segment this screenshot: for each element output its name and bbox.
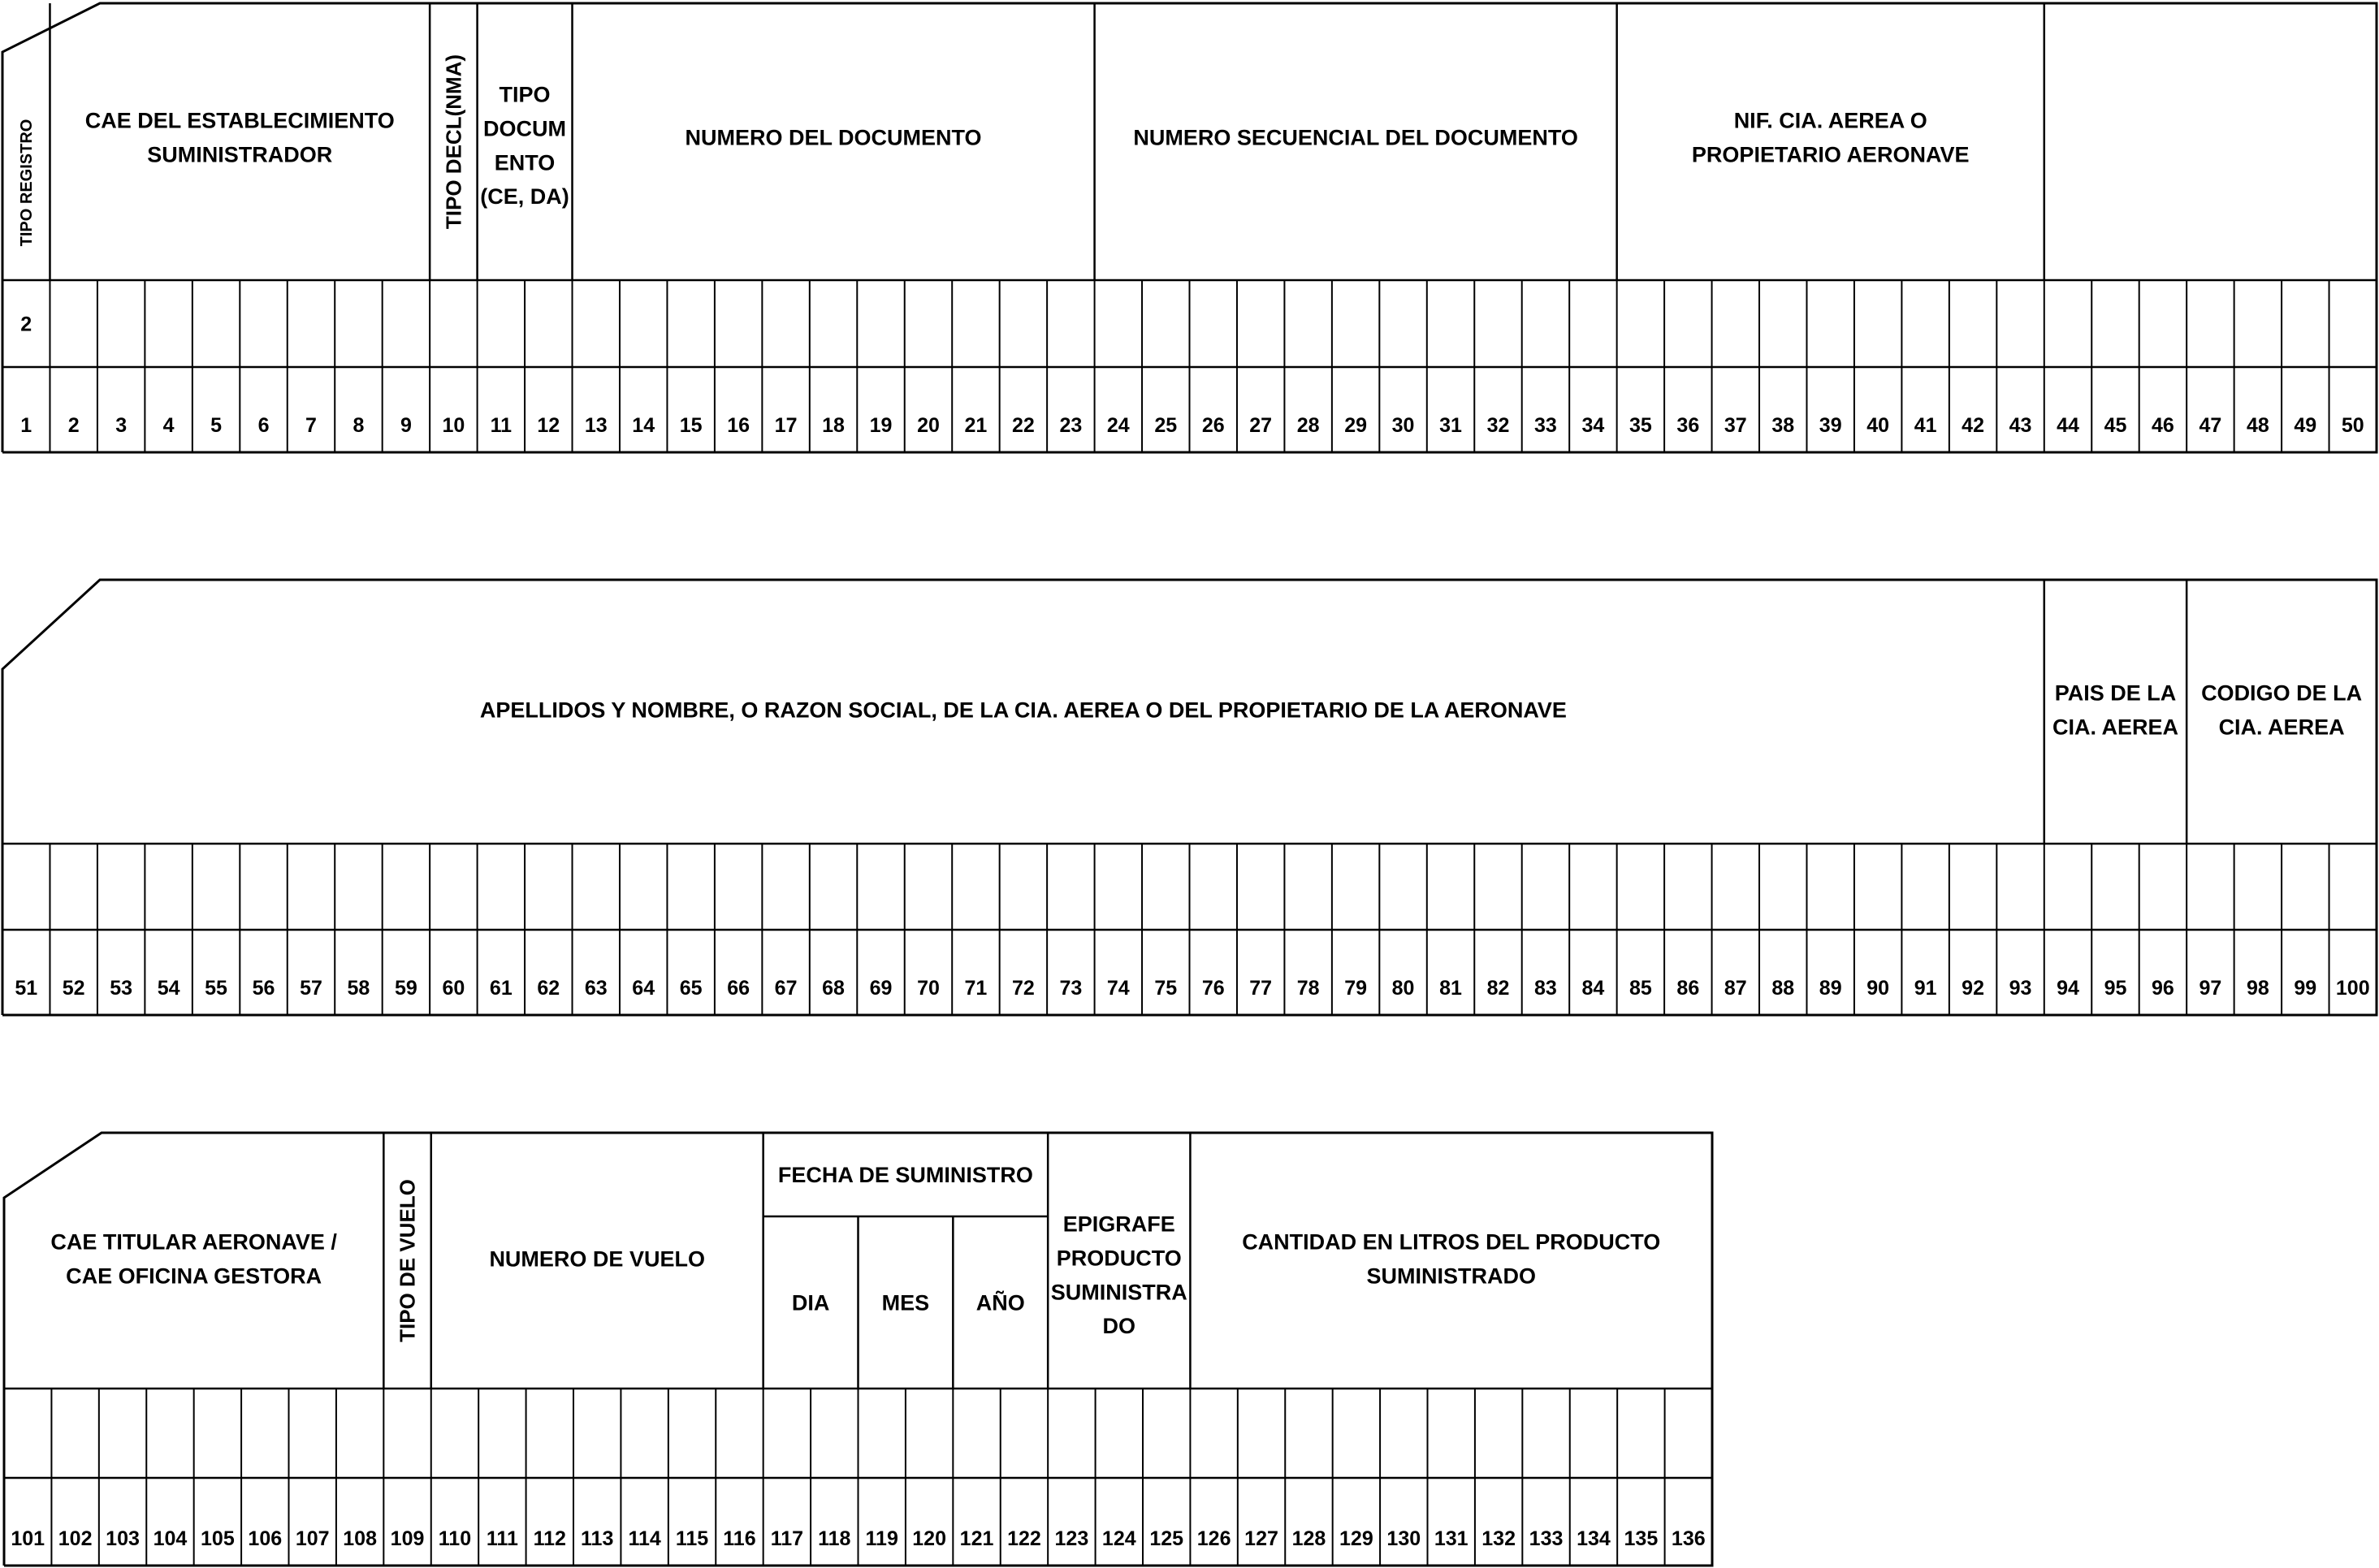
input-cell-99[interactable] xyxy=(2283,845,2327,928)
column-number: 119 xyxy=(865,1527,898,1550)
input-cell-82[interactable] xyxy=(1476,845,1520,928)
column-number: 50 xyxy=(2341,414,2364,437)
input-cell-16[interactable] xyxy=(716,282,760,365)
column-number: 30 xyxy=(1391,414,1415,437)
column-number: 62 xyxy=(537,977,560,1000)
input-cell-49[interactable] xyxy=(2283,282,2327,365)
column-number: 28 xyxy=(1296,414,1320,437)
input-cell-108[interactable] xyxy=(338,1390,382,1476)
input-cell-74[interactable] xyxy=(1097,845,1140,928)
input-cell-92[interactable] xyxy=(1951,845,1995,928)
input-cell-75[interactable] xyxy=(1144,845,1187,928)
column-number: 90 xyxy=(1866,977,1890,1000)
column-number: 49 xyxy=(2294,414,2317,437)
column-number: 124 xyxy=(1101,1527,1136,1550)
nif-cia-aerea-label: NIF. CIA. AEREA O PROPIETARIO AERONAVE xyxy=(1691,108,1970,167)
column-number: 38 xyxy=(1771,414,1795,437)
column-number: 133 xyxy=(1529,1527,1564,1550)
column-number: 79 xyxy=(1344,977,1368,1000)
column-number: 40 xyxy=(1866,414,1890,437)
column-number: 71 xyxy=(964,977,988,1000)
input-cell-8[interactable] xyxy=(336,282,380,365)
column-number: 112 xyxy=(533,1527,566,1550)
input-cell-95[interactable] xyxy=(2093,845,2137,928)
input-cell-17[interactable] xyxy=(763,282,807,365)
column-number: 86 xyxy=(1676,977,1700,1000)
cae-titular-label: CAE TITULAR AERONAVE / CAE OFICINA GESTORA xyxy=(50,1229,337,1289)
column-number: 6 xyxy=(257,414,270,437)
input-cell-62[interactable] xyxy=(526,845,570,928)
input-cell-47[interactable] xyxy=(2188,282,2232,365)
input-cell-65[interactable] xyxy=(668,845,712,928)
input-cell-89[interactable] xyxy=(1808,845,1852,928)
input-cell-69[interactable] xyxy=(859,845,902,928)
input-cell-25[interactable] xyxy=(1144,282,1187,365)
input-cell-3[interactable] xyxy=(99,282,143,365)
column-number: 41 xyxy=(1914,414,1937,437)
column-number: 20 xyxy=(917,414,940,437)
column-number: 26 xyxy=(1201,414,1225,437)
tipo-vuelo-label: TIPO DE VUELO xyxy=(395,1179,420,1342)
input-cell-55[interactable] xyxy=(194,845,238,928)
numero-vuelo-label: NUMERO DE VUELO xyxy=(489,1246,705,1272)
input-cell-13[interactable] xyxy=(574,282,618,365)
column-number: 35 xyxy=(1629,414,1652,437)
column-number: 47 xyxy=(2199,414,2222,437)
column-number: 43 xyxy=(2009,414,2032,437)
input-cell-60[interactable] xyxy=(431,845,475,928)
column-number: 74 xyxy=(1106,977,1130,1000)
cantidad-litros-label: CANTIDAD EN LITROS DEL PRODUCTO SUMINISTRADO xyxy=(1242,1229,1661,1289)
input-cell-29[interactable] xyxy=(1334,282,1378,365)
column-number: 16 xyxy=(727,414,750,437)
column-number: 21 xyxy=(964,414,988,437)
input-cell-109[interactable] xyxy=(385,1390,429,1476)
column-number: 97 xyxy=(2199,977,2222,1000)
column-number: 27 xyxy=(1249,414,1273,437)
column-number: 51 xyxy=(15,977,38,1000)
input-cell-80[interactable] xyxy=(1381,845,1425,928)
input-cell-34[interactable] xyxy=(1571,282,1615,365)
column-number: 13 xyxy=(584,414,608,437)
column-number: 123 xyxy=(1054,1527,1089,1550)
tipo-decl-label: TIPO DECL(NMA) xyxy=(441,54,466,230)
input-cell-52[interactable] xyxy=(51,845,95,928)
input-cell-88[interactable] xyxy=(1761,845,1805,928)
column-number: 128 xyxy=(1291,1527,1326,1550)
column-number: 106 xyxy=(248,1527,283,1550)
input-cell-44[interactable] xyxy=(2046,282,2090,365)
column-number: 67 xyxy=(774,977,798,1000)
input-cell-135[interactable] xyxy=(1619,1390,1663,1476)
input-cell-43[interactable] xyxy=(1998,282,2042,365)
input-cell-116[interactable] xyxy=(717,1390,761,1476)
input-cell-96[interactable] xyxy=(2141,845,2185,928)
column-number: 44 xyxy=(2057,414,2079,437)
input-cell-112[interactable] xyxy=(528,1390,572,1476)
form-row-2 xyxy=(2,580,2377,1015)
column-number: 102 xyxy=(58,1527,93,1550)
column-number: 46 xyxy=(2152,414,2174,437)
input-cell-122[interactable] xyxy=(1002,1390,1046,1476)
column-number: 85 xyxy=(1629,977,1652,1000)
column-number: 14 xyxy=(632,414,655,437)
column-number: 29 xyxy=(1344,414,1368,437)
input-cell-66[interactable] xyxy=(716,845,760,928)
column-number: 36 xyxy=(1676,414,1700,437)
input-cell-101[interactable] xyxy=(6,1390,50,1476)
column-number: 103 xyxy=(106,1527,140,1550)
column-number: 5 xyxy=(210,414,223,437)
input-cell-45[interactable] xyxy=(2093,282,2137,365)
input-cell-54[interactable] xyxy=(146,845,190,928)
column-number: 31 xyxy=(1439,414,1462,437)
input-cell-84[interactable] xyxy=(1571,845,1615,928)
input-cell-81[interactable] xyxy=(1429,845,1473,928)
input-cell-124[interactable] xyxy=(1097,1390,1141,1476)
column-number: 98 xyxy=(2246,977,2269,1000)
input-cell-130[interactable] xyxy=(1382,1390,1425,1476)
input-cell-110[interactable] xyxy=(433,1390,477,1476)
column-number: 76 xyxy=(1201,977,1225,1000)
column-number: 116 xyxy=(723,1527,756,1550)
fecha-ano-label: AÑO xyxy=(975,1290,1025,1315)
input-cell-10[interactable] xyxy=(431,282,475,365)
column-number: 105 xyxy=(201,1527,235,1550)
input-cell-94[interactable] xyxy=(2046,845,2090,928)
column-number: 73 xyxy=(1059,977,1083,1000)
column-number: 54 xyxy=(157,977,180,1000)
column-number: 134 xyxy=(1577,1527,1611,1550)
column-number: 24 xyxy=(1106,414,1130,437)
column-number: 10 xyxy=(442,414,465,437)
input-cell-7[interactable] xyxy=(289,282,333,365)
input-cell-91[interactable] xyxy=(1903,845,1947,928)
column-number: 32 xyxy=(1486,414,1510,437)
column-number: 110 xyxy=(438,1527,472,1550)
input-cell-115[interactable] xyxy=(670,1390,714,1476)
column-number: 63 xyxy=(584,977,608,1000)
column-number: 34 xyxy=(1581,414,1605,437)
column-number: 101 xyxy=(11,1527,45,1550)
column-number: 65 xyxy=(679,977,703,1000)
column-number: 68 xyxy=(822,977,845,1000)
input-cell-131[interactable] xyxy=(1430,1390,1473,1476)
input-cell-132[interactable] xyxy=(1477,1390,1520,1476)
column-number: 82 xyxy=(1486,977,1510,1000)
column-number: 9 xyxy=(400,414,412,437)
column-number: 33 xyxy=(1534,414,1557,437)
pais-cia-aerea-label: PAIS DE LA CIA. AEREA xyxy=(2052,680,2178,740)
column-number: 56 xyxy=(252,977,275,1000)
column-number: 42 xyxy=(1962,414,1984,437)
column-number: 69 xyxy=(869,977,893,1000)
input-cell-118[interactable] xyxy=(812,1390,856,1476)
input-cell-59[interactable] xyxy=(384,845,428,928)
column-number: 107 xyxy=(295,1527,330,1550)
input-cell-104[interactable] xyxy=(148,1390,192,1476)
input-cell-4[interactable] xyxy=(146,282,190,365)
input-cell-56[interactable] xyxy=(241,845,285,928)
input-cell-15[interactable] xyxy=(668,282,712,365)
input-cell-35[interactable] xyxy=(1619,282,1663,365)
input-cell-38[interactable] xyxy=(1761,282,1805,365)
input-cell-32[interactable] xyxy=(1476,282,1520,365)
column-number: 25 xyxy=(1154,414,1178,437)
input-cell-46[interactable] xyxy=(2141,282,2185,365)
input-cell-106[interactable] xyxy=(243,1390,287,1476)
input-cell-102[interactable] xyxy=(53,1390,97,1476)
column-number: 89 xyxy=(1819,977,1842,1000)
input-cell-5[interactable] xyxy=(194,282,238,365)
codigo-cia-aerea-label: CODIGO DE LA CIA. AEREA xyxy=(2201,680,2363,740)
column-number: 57 xyxy=(300,977,322,1000)
column-number: 83 xyxy=(1534,977,1557,1000)
column-number: 132 xyxy=(1481,1527,1516,1550)
column-number: 17 xyxy=(774,414,798,437)
input-cell-77[interactable] xyxy=(1239,845,1282,928)
numero-secuencial-label: NUMERO SECUENCIAL DEL DOCUMENTO xyxy=(1133,125,1578,150)
input-cell-63[interactable] xyxy=(574,845,618,928)
input-cell-28[interactable] xyxy=(1286,282,1330,365)
input-cell-33[interactable] xyxy=(1524,282,1568,365)
input-cell-31[interactable] xyxy=(1429,282,1473,365)
column-number: 129 xyxy=(1339,1527,1373,1550)
input-cell-123[interactable] xyxy=(1049,1390,1093,1476)
column-number: 88 xyxy=(1771,977,1795,1000)
column-number: 125 xyxy=(1149,1527,1184,1550)
input-cell-125[interactable] xyxy=(1144,1390,1188,1476)
column-number: 93 xyxy=(2009,977,2032,1000)
input-cell-121[interactable] xyxy=(954,1390,998,1476)
column-number: 131 xyxy=(1434,1527,1468,1550)
form-row-1 xyxy=(2,3,2377,452)
column-number: 121 xyxy=(959,1527,994,1550)
input-cell-9[interactable] xyxy=(384,282,428,365)
column-number: 80 xyxy=(1391,977,1415,1000)
input-cell-18[interactable] xyxy=(811,282,855,365)
input-cell-40[interactable] xyxy=(1856,282,1900,365)
input-cell-105[interactable] xyxy=(196,1390,240,1476)
input-cell-113[interactable] xyxy=(575,1390,619,1476)
tipo-documento-label: TIPO DOCUM ENTO (CE, DA) xyxy=(480,82,569,209)
input-cell-61[interactable] xyxy=(479,845,523,928)
input-cell-72[interactable] xyxy=(1001,845,1045,928)
column-number: 78 xyxy=(1296,977,1320,1000)
input-cell-36[interactable] xyxy=(1666,282,1710,365)
column-number: 37 xyxy=(1724,414,1747,437)
input-cell-85[interactable] xyxy=(1619,845,1663,928)
column-number: 48 xyxy=(2246,414,2269,437)
input-cell-119[interactable] xyxy=(860,1390,904,1476)
column-number: 75 xyxy=(1154,977,1178,1000)
apellidos-nombre-label: APELLIDOS Y NOMBRE, O RAZON SOCIAL, DE LA CIA. AEREA O DEL PROPIETARIO DE LA AERONAVE xyxy=(479,698,1567,723)
input-cell-53[interactable] xyxy=(99,845,143,928)
column-number: 15 xyxy=(679,414,703,437)
column-number: 60 xyxy=(442,977,465,1000)
column-number: 59 xyxy=(395,977,417,1000)
input-cell-24[interactable] xyxy=(1097,282,1140,365)
column-number: 120 xyxy=(912,1527,946,1550)
column-number: 117 xyxy=(770,1527,804,1550)
input-cell-86[interactable] xyxy=(1666,845,1710,928)
column-number: 108 xyxy=(343,1527,377,1550)
column-number: 122 xyxy=(1007,1527,1041,1550)
column-number: 55 xyxy=(205,977,227,1000)
input-cell-111[interactable] xyxy=(480,1390,524,1476)
column-number: 39 xyxy=(1819,414,1842,437)
column-number: 92 xyxy=(1962,977,1984,1000)
epigrafe-producto-label: EPIGRAFE PRODUCTO SUMINISTRA DO xyxy=(1050,1212,1187,1339)
column-number: 127 xyxy=(1244,1527,1278,1550)
column-number: 23 xyxy=(1059,414,1083,437)
column-number: 118 xyxy=(818,1527,851,1550)
input-cell-27[interactable] xyxy=(1239,282,1282,365)
column-number: 66 xyxy=(727,977,750,1000)
column-number: 84 xyxy=(1581,977,1605,1000)
column-number: 1 xyxy=(20,414,32,437)
column-number: 3 xyxy=(115,414,128,437)
input-cell-90[interactable] xyxy=(1856,845,1900,928)
numero-documento-label: NUMERO DEL DOCUMENTO xyxy=(685,125,982,150)
column-number: 22 xyxy=(1011,414,1035,437)
column-number: 4 xyxy=(162,414,175,437)
input-cell-98[interactable] xyxy=(2236,845,2280,928)
input-cell-42[interactable] xyxy=(1951,282,1995,365)
input-cell-133[interactable] xyxy=(1524,1390,1568,1476)
input-cell-39[interactable] xyxy=(1808,282,1852,365)
input-cell-58[interactable] xyxy=(336,845,380,928)
input-cell-70[interactable] xyxy=(906,845,950,928)
column-number: 87 xyxy=(1724,977,1747,1000)
column-number: 18 xyxy=(822,414,845,437)
input-cell-100[interactable] xyxy=(2331,845,2375,928)
column-number: 130 xyxy=(1386,1527,1421,1550)
input-cell-129[interactable] xyxy=(1334,1390,1378,1476)
input-cell-68[interactable] xyxy=(811,845,855,928)
input-cell-73[interactable] xyxy=(1049,845,1092,928)
input-cell-83[interactable] xyxy=(1524,845,1568,928)
input-cell-126[interactable] xyxy=(1192,1390,1235,1476)
column-number: 99 xyxy=(2294,977,2317,1000)
column-number: 115 xyxy=(675,1527,709,1550)
input-cell-117[interactable] xyxy=(765,1390,809,1476)
input-cell-12[interactable] xyxy=(526,282,570,365)
input-cell-26[interactable] xyxy=(1192,282,1235,365)
input-cell-19[interactable] xyxy=(859,282,902,365)
input-cell-23[interactable] xyxy=(1049,282,1092,365)
column-number: 81 xyxy=(1439,977,1462,1000)
column-number: 61 xyxy=(489,977,513,1000)
column-number: 72 xyxy=(1011,977,1035,1000)
column-number: 52 xyxy=(62,977,85,1000)
input-cell-97[interactable] xyxy=(2188,845,2232,928)
input-cell-71[interactable] xyxy=(954,845,997,928)
input-cell-14[interactable] xyxy=(621,282,665,365)
input-cell-134[interactable] xyxy=(1572,1390,1616,1476)
column-number: 45 xyxy=(2104,414,2127,437)
input-cell-93[interactable] xyxy=(1998,845,2042,928)
input-cell-87[interactable] xyxy=(1714,845,1758,928)
input-cell-48[interactable] xyxy=(2236,282,2280,365)
column-number: 70 xyxy=(917,977,940,1000)
column-number: 114 xyxy=(628,1527,661,1550)
column-number: 96 xyxy=(2152,977,2174,1000)
column-number: 11 xyxy=(490,414,513,437)
column-number: 100 xyxy=(2335,977,2370,1000)
input-cell-114[interactable] xyxy=(622,1390,666,1476)
input-cell-78[interactable] xyxy=(1286,845,1330,928)
input-cell-20[interactable] xyxy=(906,282,950,365)
fecha-mes-label: MES xyxy=(881,1290,930,1315)
column-number: 58 xyxy=(347,977,370,1000)
column-number: 104 xyxy=(153,1527,188,1550)
column-number: 135 xyxy=(1624,1527,1659,1550)
input-cell-127[interactable] xyxy=(1239,1390,1283,1476)
cae-establecimiento-label: CAE DEL ESTABLECIMIENTO SUMINISTRADOR xyxy=(84,108,395,167)
input-cell-120[interactable] xyxy=(907,1390,951,1476)
input-cell-6[interactable] xyxy=(241,282,285,365)
column-number: 109 xyxy=(390,1527,425,1550)
column-number: 2 xyxy=(67,414,80,437)
column-number: 7 xyxy=(305,414,317,437)
input-cell-1[interactable] xyxy=(4,282,48,365)
input-cell-37[interactable] xyxy=(1714,282,1758,365)
input-cell-64[interactable] xyxy=(621,845,665,928)
tipo-registro-label: TIPO REGISTRO xyxy=(18,119,37,247)
column-number: 19 xyxy=(869,414,893,437)
input-cell-21[interactable] xyxy=(954,282,997,365)
form-row-3 xyxy=(4,1133,1712,1566)
column-number: 126 xyxy=(1196,1527,1231,1550)
column-number: 111 xyxy=(486,1527,518,1550)
column-number: 53 xyxy=(110,977,133,1000)
column-number: 95 xyxy=(2104,977,2127,1000)
input-cell-2[interactable] xyxy=(51,282,95,365)
column-number: 113 xyxy=(581,1527,614,1550)
input-cell-57[interactable] xyxy=(289,845,333,928)
input-cell-50[interactable] xyxy=(2331,282,2375,365)
column-number: 91 xyxy=(1914,977,1937,1000)
input-cell-67[interactable] xyxy=(763,845,807,928)
column-number: 12 xyxy=(537,414,560,437)
input-cell-30[interactable] xyxy=(1381,282,1425,365)
column-number: 8 xyxy=(353,414,365,437)
column-number: 64 xyxy=(632,977,655,1000)
input-cell-76[interactable] xyxy=(1192,845,1235,928)
input-cell-103[interactable] xyxy=(101,1390,145,1476)
column-number: 94 xyxy=(2057,977,2079,1000)
input-cell-11[interactable] xyxy=(479,282,523,365)
fecha-dia-label: DIA xyxy=(791,1290,830,1315)
column-number: 77 xyxy=(1249,977,1273,1000)
column-number: 136 xyxy=(1671,1527,1706,1550)
input-cell-128[interactable] xyxy=(1287,1390,1330,1476)
input-cell-136[interactable] xyxy=(1667,1390,1711,1476)
fecha-suministro-label: FECHA DE SUMINISTRO xyxy=(777,1162,1033,1187)
input-cell-41[interactable] xyxy=(1903,282,1947,365)
input-cell-107[interactable] xyxy=(291,1390,335,1476)
input-cell-79[interactable] xyxy=(1334,845,1378,928)
input-cell-22[interactable] xyxy=(1001,282,1045,365)
input-cell-51[interactable] xyxy=(4,845,48,928)
